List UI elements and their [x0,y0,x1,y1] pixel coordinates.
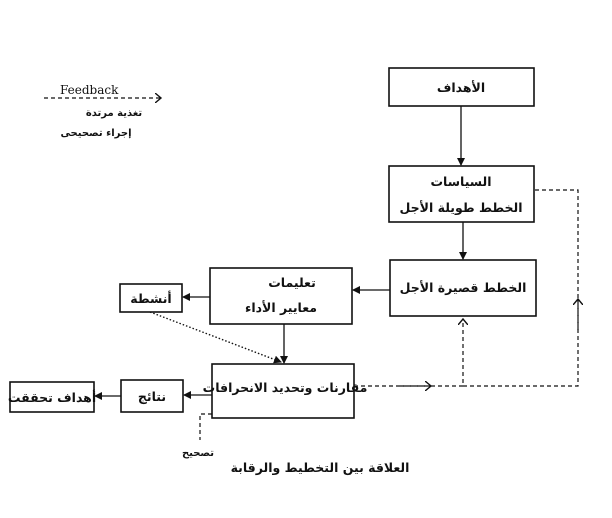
solid-arrows [95,106,463,396]
objectives-label: الأهداف [436,80,486,95]
legend-feedback-ar: تغذية مرتدة [85,108,143,119]
correction-label: تصحيح [181,448,215,459]
legend-feedback-en: Feedback [60,83,119,97]
instructions-label: تعليمات [268,275,316,290]
box-achieved-goals [8,382,96,412]
box-results [121,380,183,412]
correction-path [200,414,212,440]
comparisons-label: مقارنات وتحديد الانحرافات [202,380,368,395]
feedback-to-short-term [354,320,463,386]
achieved-goals-label: أهداف تحققت [7,390,97,405]
box-instructions-standards [210,268,352,324]
performance-standards-label: معايير الأداء [244,300,318,315]
short-term-plans-label: الخطط قصيرة الأجل [399,280,527,295]
box-policies-long-term [389,166,534,222]
long-term-plans-label: الخطط طويلة الأجل [399,200,523,215]
box-short-term-plans [390,260,536,316]
policies-label: السياسات [430,174,492,189]
diagram-caption: العلاقة بين التخطيط والرقابة [230,460,410,475]
legend-correction-ar: إجراء تصحيحى [60,128,132,139]
results-label: نتائج [137,389,167,404]
activities-label: أنشطة [130,291,172,306]
box-objectives [389,68,534,106]
box-activities [120,284,182,312]
box-comparisons [203,364,368,418]
legend [44,83,160,139]
